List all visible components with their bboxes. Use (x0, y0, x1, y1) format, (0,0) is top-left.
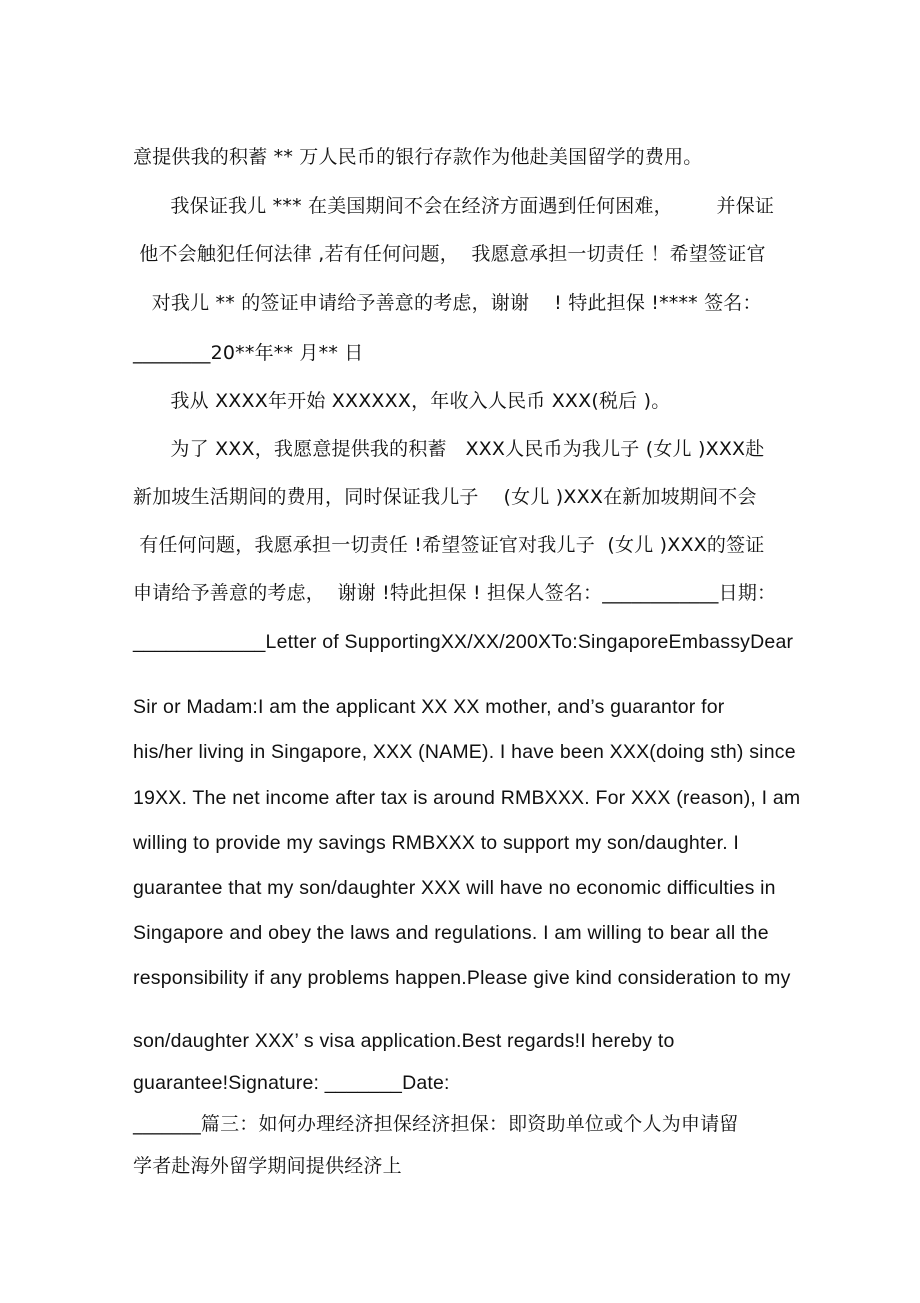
text-line: willing to provide my savings RMBXXX to support my son/daughter. I (133, 832, 740, 854)
text-line: 有任何问题，我愿承担一切责任 !希望签证官对我儿子 (女儿 )XXX的签证 (133, 534, 765, 556)
text-line: 申请给予善意的考虑， 谢谢 !特此担保 ! 担保人签名：____________日期： (133, 582, 777, 604)
text-line: ________20**年** 月** 日 (133, 342, 364, 364)
text-line: son/daughter XXX’ s visa application.Best regards!I hereby to (133, 1030, 675, 1052)
text-line: responsibility if any problems happen.Please give kind consideration to my (133, 967, 791, 989)
text-line: _______篇三：如何办理经济担保经济担保：即资助单位或个人为申请留 (133, 1113, 739, 1135)
text-line: 学者赴海外留学期间提供经济上 (133, 1155, 402, 1177)
text-line: Singapore and obey the laws and regulations. I am willing to bear all the (133, 922, 769, 944)
text-line: guarantee that my son/daughter XXX will have no economic difficulties in (133, 877, 776, 899)
text-line: 对我儿 ** 的签证申请给予善意的考虑，谢谢 ! 特此担保 !**** 签名： (133, 292, 762, 314)
text-line: 19XX. The net income after tax is around RMBXXX. For XXX (reason), I am (133, 787, 801, 809)
text-line: 他不会触犯任何法律 ,若有任何问题， 我愿意承担一切责任 ！希望签证官 (133, 243, 766, 265)
text-line: ____________Letter of SupportingXX/XX/200XTo:SingaporeEmbassyDear (133, 631, 794, 653)
text-line: 我从 XXXX年开始 XXXXXX，年收入人民币 XXX(税后 )。 (133, 390, 671, 412)
text-line: 新加坡生活期间的费用，同时保证我儿子 (女儿 )XXX在新加坡期间不会 (133, 486, 757, 508)
text-line: 意提供我的积蓄 ** 万人民币的银行存款作为他赴美国留学的费用。 (133, 146, 703, 168)
text-line: his/her living in Singapore, XXX (NAME). I have been XXX(doing sth) since (133, 741, 796, 763)
text-line: 为了 XXX，我愿意提供我的积蓄 XXX人民币为我儿子 (女儿 )XXX赴 (133, 438, 765, 460)
text-line: Sir or Madam:I am the applicant XX XX mother, and’s guarantor for (133, 696, 725, 718)
text-line: guarantee!Signature: _______Date: (133, 1072, 450, 1094)
text-line: 我保证我儿 *** 在美国期间不会在经济方面遇到任何困难， 并保证 (133, 195, 775, 217)
